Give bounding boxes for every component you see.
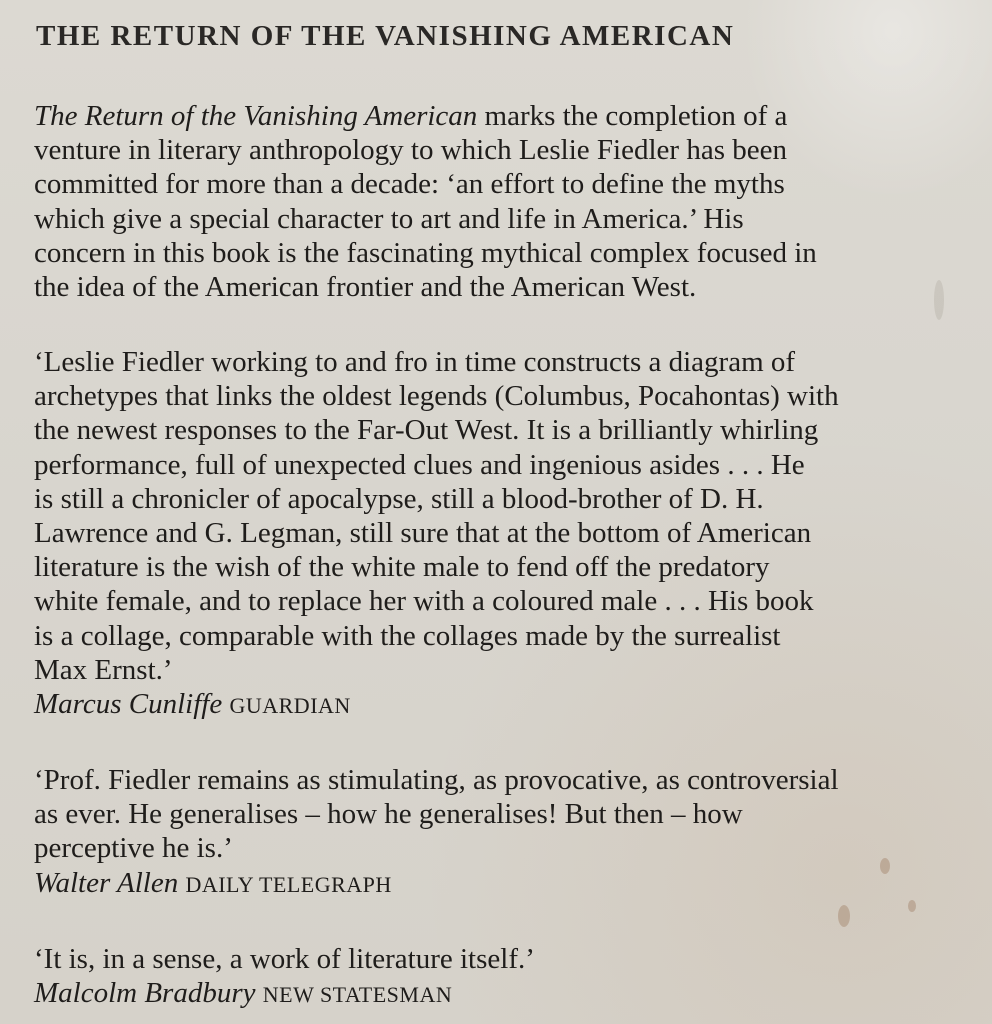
quote-line: perceptive he is.’: [34, 832, 233, 865]
quote-line: Max Ernst.’: [34, 653, 173, 686]
quote-source: GUARDIAN: [229, 693, 351, 719]
review-quote-allen: [34, 763, 974, 902]
quote-attribution: [34, 866, 974, 902]
quote-line: white female, and to replace her with a coloured male . . . His book: [34, 585, 814, 618]
quote-line: Lawrence and G. Legman, still sure that at the bottom of American: [34, 517, 812, 550]
intro-line-rest: marks the completion of a: [477, 100, 788, 132]
quote-line: ‘Prof. Fiedler remains as stimulating, as provocative, as controversial: [34, 764, 839, 796]
intro-line: committed for more than a decade: ‘an effort to define the myths: [34, 168, 785, 201]
intro-paragraph: [34, 99, 974, 304]
quote-source: DAILY TELEGRAPH: [185, 871, 392, 897]
stain-spot: [908, 900, 916, 912]
quote-line: as ever. He generalises – how he generalises! But then – how: [34, 798, 743, 831]
quote-author: Malcolm Bradbury: [34, 977, 256, 1010]
intro-line: which give a special character to art and life in America.’ His: [34, 202, 744, 235]
quote-line: the newest responses to the Far-Out West. It is a brilliantly whirling: [34, 414, 819, 447]
quote-line: ‘Leslie Fiedler working to and fro in time constructs a diagram of: [34, 346, 796, 378]
stain-spot: [934, 280, 944, 320]
quote-line: is a collage, comparable with the collages made by the surrealist: [34, 619, 781, 652]
review-quote-bradbury: [34, 942, 974, 1012]
cover-heading: THE RETURN OF THE VANISHING AMERICAN: [36, 20, 735, 52]
review-quote-cunliffe: [34, 345, 974, 723]
intro-line: concern in this book is the fascinating mythical complex focused in: [34, 236, 817, 269]
quote-author: Walter Allen: [34, 866, 179, 899]
stain-spot: [880, 858, 890, 874]
intro-line: venture in literary anthropology to which Leslie Fiedler has been: [34, 134, 787, 167]
quote-line: performance, full of unexpected clues and ingenious asides . . . He: [34, 448, 805, 481]
quote-line: literature is the wish of the white male to fend off the predatory: [34, 551, 770, 584]
quote-source: NEW STATESMAN: [262, 982, 453, 1008]
intro-line: [34, 99, 974, 133]
book-title-italic: The Return of the Vanishing American: [34, 100, 478, 132]
quote-line: archetypes that links the oldest legends (Columbus, Pocahontas) with: [34, 380, 839, 413]
quote-attribution: [34, 687, 974, 723]
quote-author: Marcus Cunliffe: [34, 688, 223, 721]
quote-line: ‘It is, in a sense, a work of literature itself.’: [34, 943, 535, 975]
quote-attribution: [34, 976, 974, 1012]
quote-line: is still a chronicler of apocalypse, still a blood-brother of D. H.: [34, 482, 764, 515]
stain-spot: [838, 905, 850, 927]
intro-line: the idea of the American frontier and the American West.: [34, 271, 697, 304]
